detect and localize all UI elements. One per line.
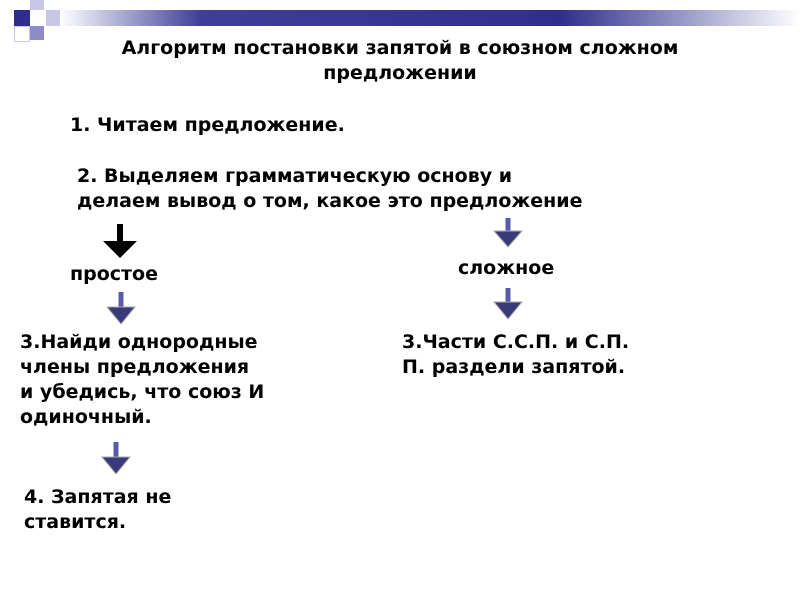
arrow-down-icon bbox=[490, 288, 526, 322]
decor-square bbox=[46, 10, 60, 26]
step-1: 1. Читаем предложение. bbox=[70, 114, 345, 136]
simple-step-3-line-2: члены предложения bbox=[20, 356, 250, 378]
simple-step-3-line-1: 3.Найди однородные bbox=[20, 331, 258, 353]
arrow-down-icon bbox=[490, 218, 526, 250]
complex-step-3 bbox=[402, 330, 629, 380]
arrow-down-icon bbox=[98, 442, 134, 478]
simple-step-3 bbox=[20, 330, 264, 430]
branch-simple-label: простое bbox=[70, 263, 158, 285]
simple-step-3-line-3: и убедись, что союз И bbox=[20, 381, 265, 403]
complex-step-3-line-2: П. раздели запятой. bbox=[402, 356, 626, 378]
simple-step-4 bbox=[24, 485, 171, 535]
simple-step-4-line-1: 4. Запятая не bbox=[24, 486, 172, 508]
step-2-line-1: 2. Выделяем грамматическую основу и bbox=[77, 165, 513, 187]
title-line-2: предложении bbox=[323, 62, 477, 84]
title-line-1: Алгоритм постановки запятой в союзном сложном bbox=[121, 37, 679, 59]
step-2-line-2: делаем вывод о том, какое это предложение bbox=[77, 190, 583, 212]
step-2 bbox=[77, 164, 583, 214]
simple-step-3-line-4: одиночный. bbox=[20, 406, 152, 428]
branch-complex-label: сложное bbox=[458, 257, 555, 279]
decor-square bbox=[30, 0, 44, 10]
arrow-down-icon bbox=[103, 292, 139, 328]
decorative-header-bar bbox=[0, 10, 800, 26]
decor-square bbox=[14, 10, 30, 26]
complex-step-3-line-1: 3.Части С.С.П. и С.П. bbox=[402, 331, 630, 353]
arrow-down-icon bbox=[100, 224, 140, 260]
diagram-title bbox=[0, 36, 800, 86]
simple-step-4-line-2: ставится. bbox=[24, 511, 127, 533]
